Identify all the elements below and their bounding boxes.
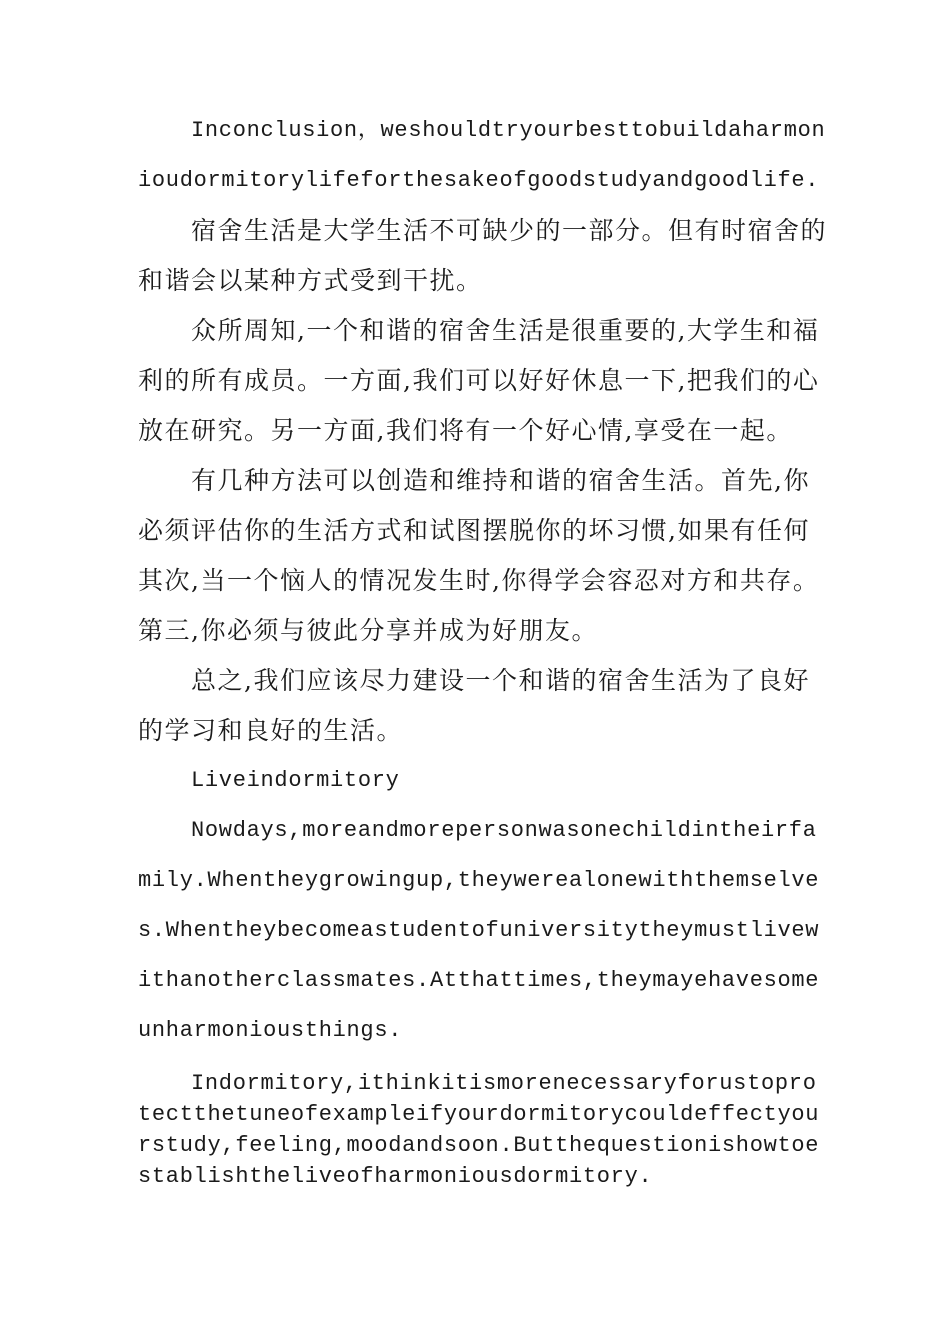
paragraph-nowadays-en: Nowdays,moreandmorepersonwasonechildintheirfamily.Whentheygrowingup,theywerealonewiththemselves.Whentheybecomeastudentofuniversitytheymustlivewithanotherclassmates.Atthattimes,theymayehavesomeunharmoniousthings.: [138, 818, 820, 1043]
section-heading-live-in-dormitory: Liveindormitory: [191, 768, 400, 793]
paragraph-conclusion-cn: 总之,我们应该尽力建设一个和谐的宿舍生活为了良好的学习和良好的生活。: [138, 666, 810, 745]
paragraph-dormitory-life-cn: 宿舍生活是大学生活不可缺少的一部分。但有时宿舍的和谐会以某种方式受到干扰。: [138, 216, 828, 295]
paragraph-methods-cn: 有几种方法可以创造和维持和谐的宿舍生活。首先,你必须评估你的生活方式和试图摆脱你的坏习惯,如果有任何其次,当一个恼人的情况发生时,你得学会容忍对方和共存。第三,你必须与彼此分享并成为好朋友。: [138, 466, 820, 645]
paragraph-harmony-importance-cn: 众所周知,一个和谐的宿舍生活是很重要的,大学生和福利的所有成员。一方面,我们可以好好休息一下,把我们的心放在研究。另一方面,我们将有一个好心情,享受在一起。: [138, 316, 820, 445]
paragraph-conclusion-en: Inconclusion，weshouldtryourbesttobuildaharmonioudormitorylifeforthesakeofgoodstudyandgoodlife.: [138, 118, 826, 193]
paragraph-in-dormitory-en: Indormitory,ithinkitismorenecessaryforustoprotectthetuneofexampleifyourdormitorycouldeffectyourstudy,feeling,moodandsoon.Butthequestionishowtoestablishtheliveofharmoniousdormitory.: [138, 1071, 820, 1189]
